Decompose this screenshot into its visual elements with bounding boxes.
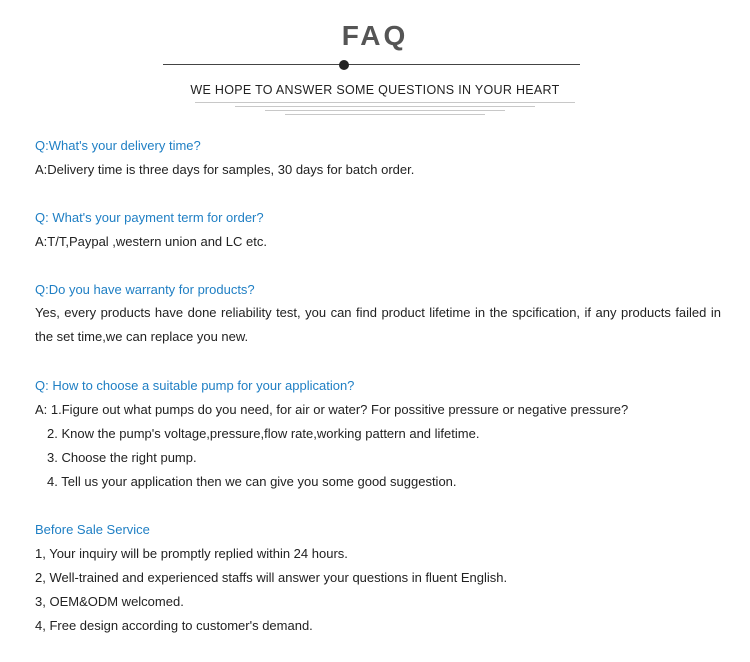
- answer-choose-pump-line: A: 1.Figure out what pumps do you need, for air or water? For possitive pressure or negative pressure?: [35, 402, 629, 417]
- title-divider: [163, 64, 580, 65]
- question-payment-term: Q: What's your payment term for order?: [35, 210, 264, 225]
- answer-warranty: Yes, every products have done reliability test, you can find product lifetime in the spcification, if any products failed in the set time,we can replace you new.: [35, 305, 721, 344]
- answer-choose-pump-line: 2. Know the pump's voltage,pressure,flow rate,working pattern and lifetime.: [47, 426, 480, 441]
- answer-choose-pump-line: 3. Choose the right pump.: [47, 450, 197, 465]
- before-sale-item: 3, OEM&ODM welcomed.: [35, 594, 184, 609]
- faq-header: [0, 0, 750, 140]
- before-sale-heading: Before Sale Service: [35, 522, 150, 537]
- question-warranty: Q:Do you have warranty for products?: [35, 282, 255, 297]
- decorative-fine-print: [195, 102, 575, 118]
- question-delivery-time: Q:What's your delivery time?: [35, 138, 201, 153]
- divider-dot-icon: [339, 60, 349, 70]
- answer-choose-pump-line: 4. Tell us your application then we can give you some good suggestion.: [47, 474, 457, 489]
- before-sale-item: 2, Well-trained and experienced staffs will answer your questions in fluent English.: [35, 570, 508, 585]
- before-sale-item: 4, Free design according to customer's demand.: [35, 618, 313, 633]
- before-sale-item: 1, Your inquiry will be promptly replied within 24 hours.: [35, 546, 348, 561]
- answer-delivery-time: A:Delivery time is three days for samples, 30 days for batch order.: [35, 162, 415, 177]
- answer-payment-term: A:T/T,Paypal ,western union and LC etc.: [35, 234, 267, 249]
- page-subtitle: WE HOPE TO ANSWER SOME QUESTIONS IN YOUR HEART: [190, 83, 560, 97]
- page-title: FAQ: [341, 20, 409, 51]
- question-choose-pump: Q: How to choose a suitable pump for your application?: [35, 378, 355, 393]
